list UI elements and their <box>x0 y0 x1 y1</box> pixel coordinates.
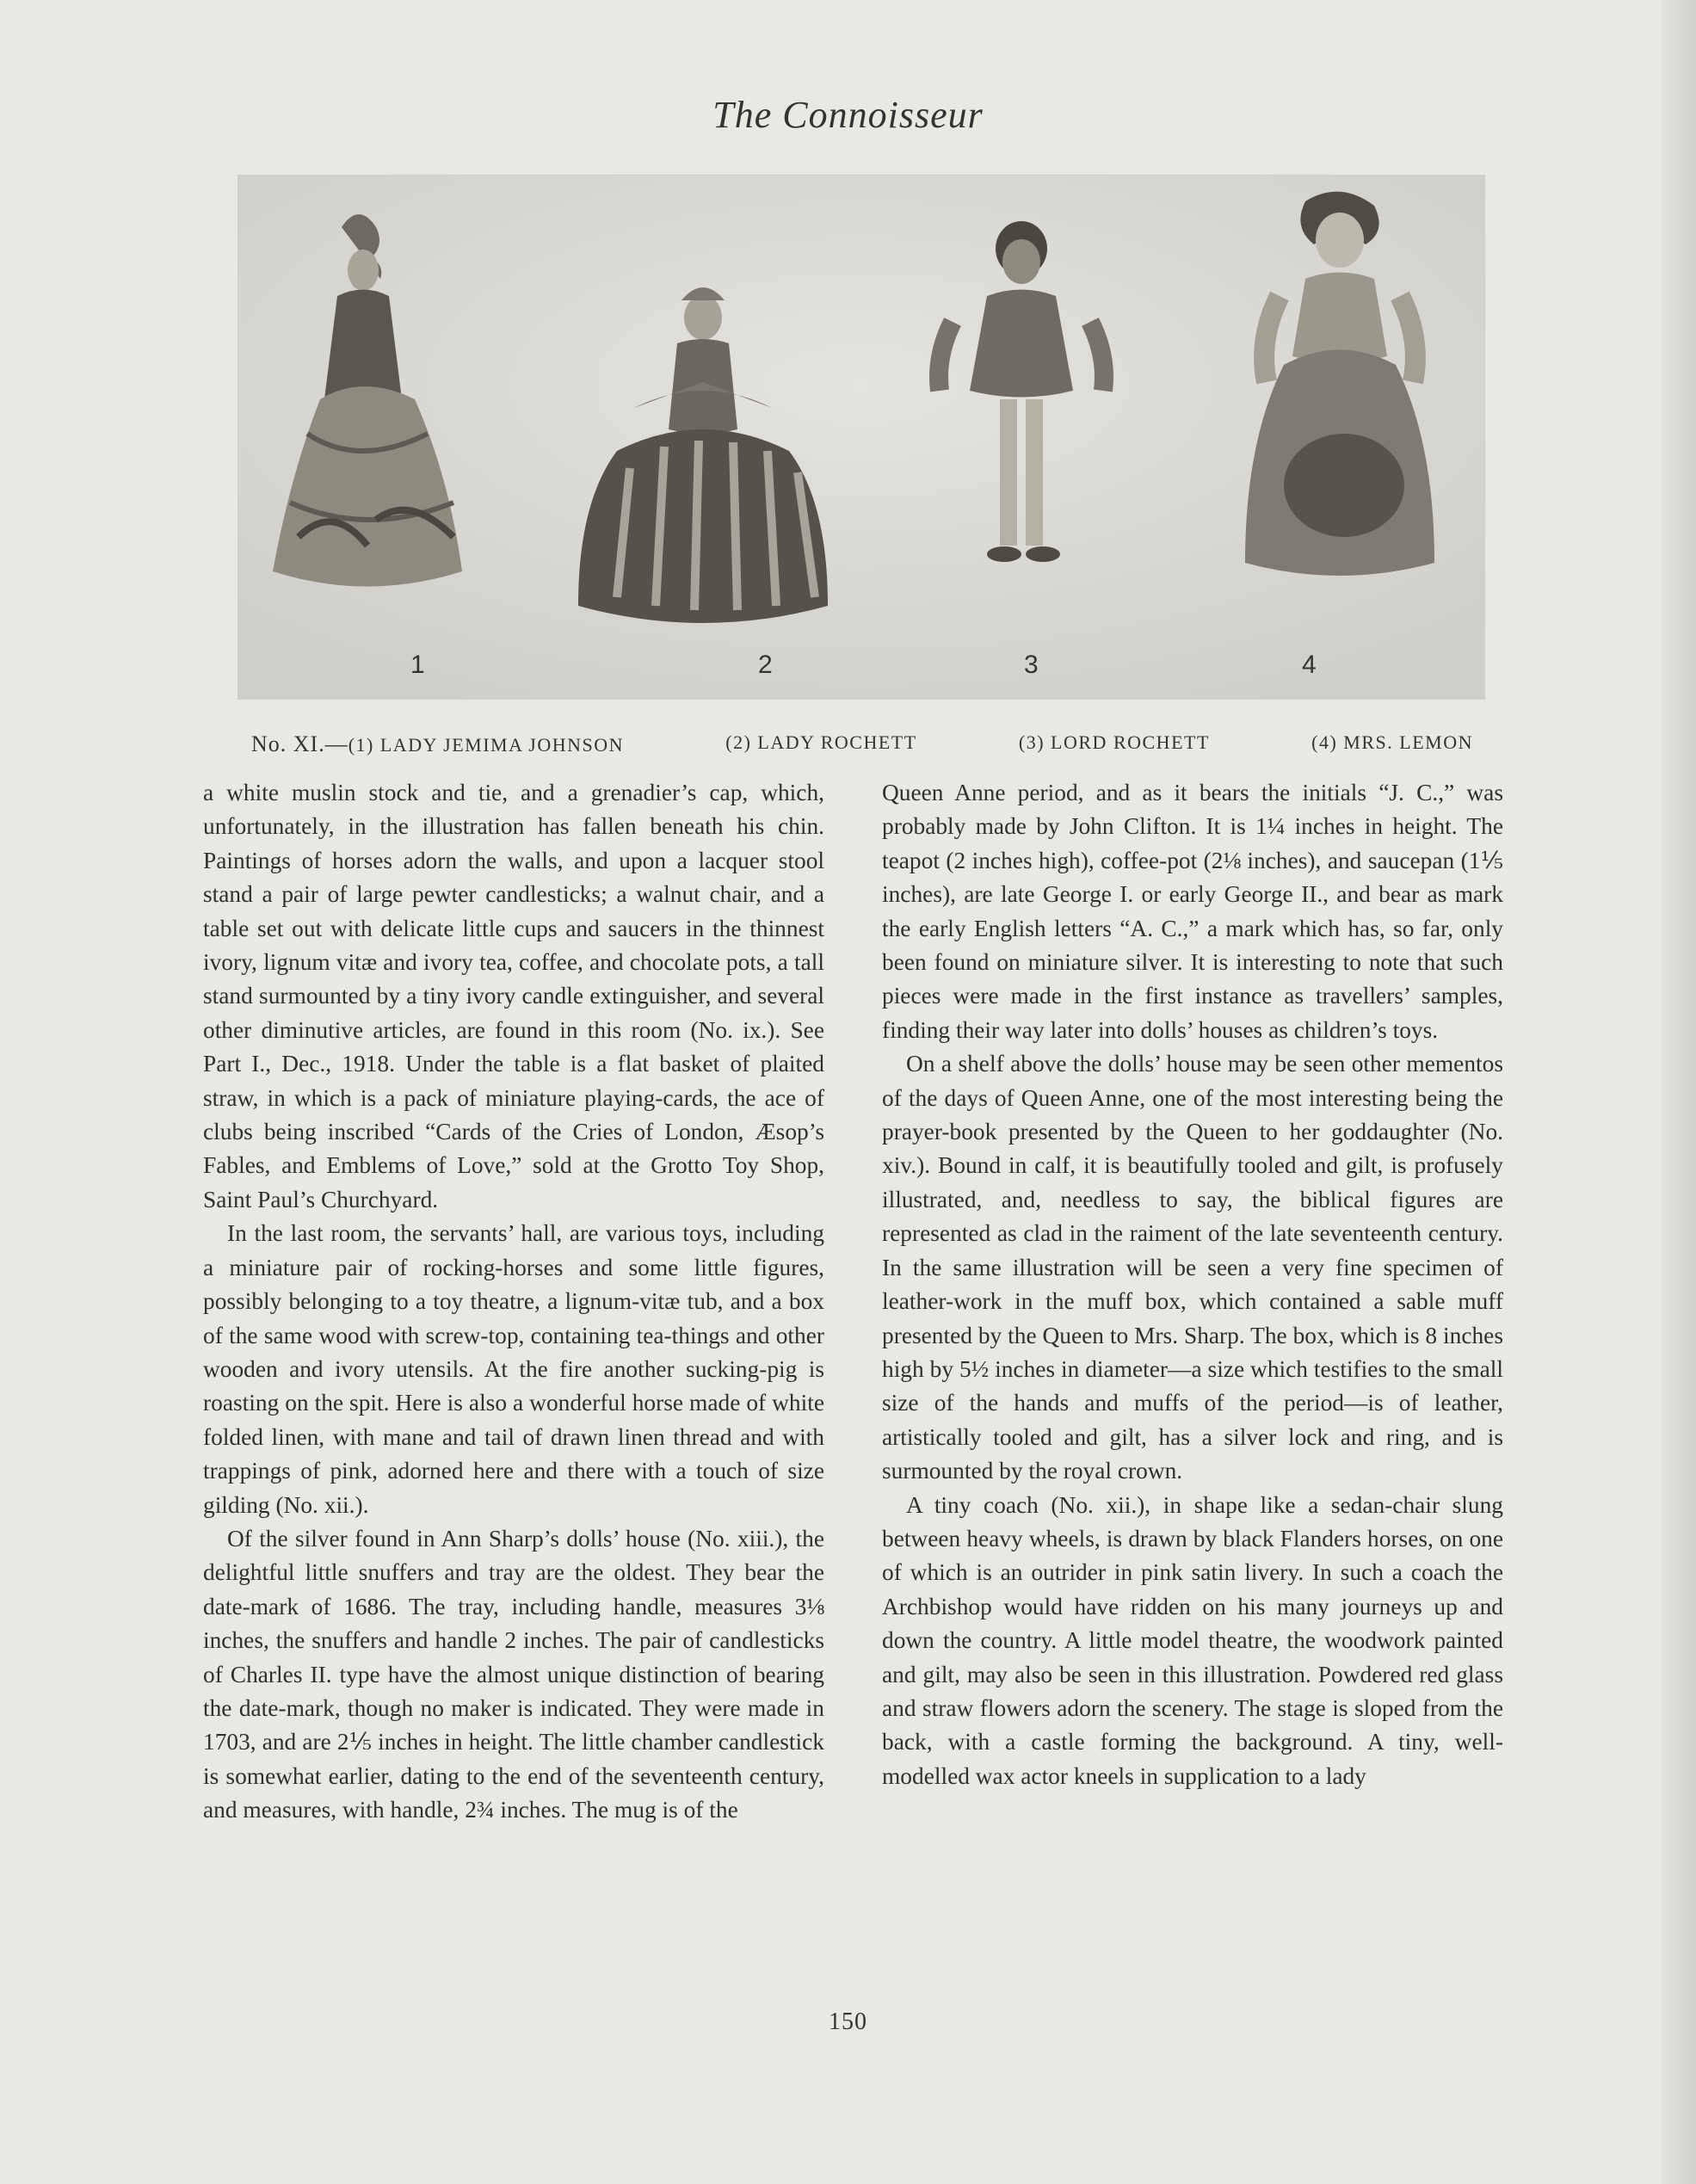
caption-item-1 <box>251 731 624 757</box>
paragraph: A tiny coach (No. xii.), in shape like a sedan-chair slung between heavy wheels, is drawn by black Flanders horses, on one of which is an outrider in pink satin livery. In such a coach the Archbishop would have ridden on his many journeys up and down the country. A little model theatre, the woodwork painted and gilt, may also be seen in this illustration. Powdered red glass and straw flowers adorn the scenery. The stage is sloped from the back, with a castle forming the background. A tiny, well-modelled wax actor kneels in supplication to a lady <box>882 1491 1503 1789</box>
plate-number-1: 1 <box>410 651 425 679</box>
plate-number-2: 2 <box>758 651 773 679</box>
page-number: 150 <box>829 2008 867 2035</box>
plate-number-4: 4 <box>1302 651 1317 679</box>
paragraph: Queen Anne period, and as it bears the initials “J. C.,” was probably made by John Clifton. It is 1¼ inches in height. The teapot (2 inches high), coffee-pot (2⅛ inches), and saucepan (1⅕ inches), are late George I. or early George II., and bear as mark the early English letters “A. C.,” a mark which has, so far, only been found on miniature silver. It is interesting to note that such pieces were made in the first instance as travellers’ samples, finding their way later into dolls’ houses as children’s toys. <box>882 780 1503 1043</box>
paragraph: a white muslin stock and tie, and a grenadier’s cap, which, unfortunately, in the illustration has fallen beneath his chin. Paintings of horses adorn the walls, and upon a lacquer stool stand a pair of large pewter candlesticks; a walnut chair, and a table set out with delicate little cups and saucers in the thinnest ivory, lignum vitæ and ivory tea, coffee, and chocolate pots, a tall stand surmounted by a tiny ivory candle extinguisher, and several other diminutive articles, are found in this room (No. ix.). See Part I., Dec., 1918. Under the table is a flat basket of plaited straw, in which is a pack of miniature playing-cards, the ace of clubs being inscribed “Cards of the Cries of London, Æsop’s Fables, and Emblems of Love,” sold at the Grotto Toy Shop, Saint Paul’s Churchyard. <box>203 780 824 1212</box>
caption-lead: No. XI.— <box>251 731 348 756</box>
paragraph: On a shelf above the dolls’ house may be seen other mementos of the days of Queen Anne, one of the most interesting being the prayer-book presented by the Queen to her goddaughter (No. xiv.). Bound in calf, it is beautifully tooled and gilt, is profusely illustrated, and, needless to say, the biblical figures are represented as clad in the raiment of the late seventeenth century. In the same illustration will be seen a very fine specimen of leather-work in the muff box, which contained a sable muff presented by the Queen to Mrs. Sharp. The box, which is 8 inches high by 5½ inches in diameter—a size which testifies to the small size of the hands and muffs of the period—is of leather, artistically tooled and gilt, has a silver lock and ring, and is surmounted by the royal crown. <box>882 1051 1503 1484</box>
paragraph: In the last room, the servants’ hall, are various toys, including a miniature pair of rocking-horses and some little figures, possibly belonging to a toy theatre, a lignum-vitæ tub, and a box of the same wood with screw-top, containing tea-things and other wooden and ivory utensils. At the fire another sucking-pig is roasting on the spit. Here is also a wonderful horse made of white folded linen, with mane and tail of drawn linen thread and with trappings of pink, adorned here and there with a touch of size gilding (No. xii.). <box>203 1220 824 1518</box>
plate-number-3: 3 <box>1024 651 1039 679</box>
caption-item-3: (3) LORD ROCHETT <box>1018 731 1210 753</box>
doll-photograph-plate <box>237 175 1485 700</box>
running-head: The Connoisseur <box>712 94 984 136</box>
page-edge <box>1662 0 1696 2184</box>
paragraph: Of the silver found in Ann Sharp’s dolls’ house (No. xiii.), the delightful little snuffers and tray are the oldest. They bear the date-mark of 1686. The tray, including handle, measures 3⅛ inches, the snuffers and handle 2 inches. The pair of candlesticks of Charles II. type have the almost unique distinction of bearing the date-mark, though no maker is indicated. They were made in 1703, and are 2⅕ inches in height. The little chamber candlestick is somewhat earlier, dating to the end of the seventeenth century, and measures, with handle, 2¾ inches. The mug is of the <box>203 1525 824 1823</box>
caption-item-4: (4) MRS. LEMON <box>1311 731 1473 753</box>
right-text-column <box>882 776 1503 1793</box>
caption-label-1: (1) LADY JEMIMA JOHNSON <box>348 734 625 756</box>
caption-item-2: (2) LADY ROCHETT <box>725 731 917 753</box>
left-text-column <box>203 776 824 1828</box>
doll-figures-illustration <box>238 176 1484 699</box>
plate-caption <box>251 731 1473 757</box>
